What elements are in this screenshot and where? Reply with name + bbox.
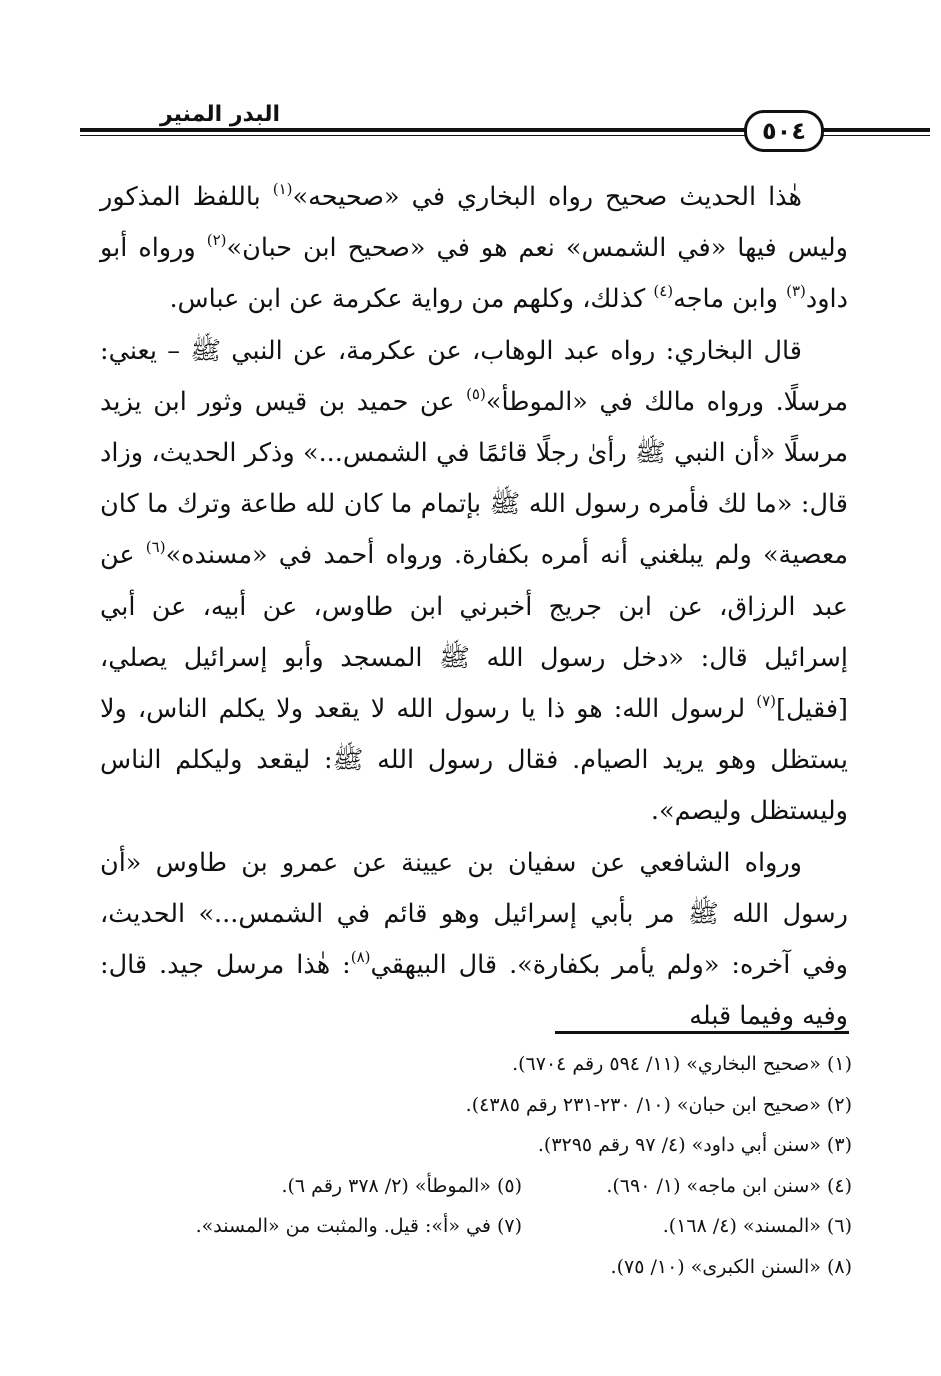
footnote-separator [555,1031,849,1034]
footnote-5: (٥) «الموطأ» (٢/ ٣٧٨ رقم ٦). [281,1174,522,1197]
footnote-row [100,1206,852,1247]
footnote-6: (٦) «المسند» (٤/ ١٦٨). [662,1215,852,1238]
text-segment: قال البخاري: رواه عبد الوهاب، عن عكرمة، عن النبي ﷺ – يعني: مرسلًا. ورواه مالك في «الموطأ» [100,335,848,417]
footnote-ref-1[interactable]: (١) [272,180,293,198]
footnote-2: (٢) «صحيح ابن حبان» (١٠/ ٢٣٠-٢٣١ رقم ٤٣٨٥). [465,1093,852,1116]
footnote-ref-3[interactable]: (٣) [786,282,806,301]
footnote-row [100,1085,852,1126]
footnote-8: (٨) «السنن الكبرى» (١٠/ ٧٥). [610,1255,852,1278]
paragraph-3 [100,838,848,1043]
book-title: البدر المنير [120,102,320,128]
text-segment: كذلك، وكلهم من رواية عكرمة عن ابن عباس. [169,284,654,315]
footnote-ref-2[interactable]: (٢) [206,231,227,250]
text-segment: لرسول الله: هو ذا يا رسول الله لا يقعد ولا يكلم الناس، ولا يستظل وهو يريد الصيام. فقال رسول الله ﷺ: ليقعد وليكلم الناس وليستظل وليصم». [100,694,848,827]
text-segment: عن عبد الرزاق، عن ابن جريج أخبرني ابن طاوس، عن أبيه، عن أبي إسرائيل قال: «دخل رسول الله ﷺ المسجد وأبو إسرائيل يصلي، [فقيل] [100,540,848,725]
text-segment: عن حميد بن قيس وثور ابن يزيد مرسلًا «أن النبي ﷺ رأىٰ رجلًا قائمًا في الشمس...» وذكر الحديث، وزاد قال: «ما لك فأمره رسول الله ﷺ بإتمام ما كان لله طاعة وترك ما كان معصية» ولم يبلغني أنه أمره بكفارة. ورواه أحمد في «مسنده» [100,386,848,571]
text-segment: باللفظ المذكور وليس فيها «في الشمس» نعم هو في «صحيح ابن حبان» [100,182,848,264]
text-segment: ورواه الشافعي عن سفيان بن عيينة عن عمرو بن طاوس «أن رسول الله ﷺ مر بأبي إسرائيل وهو قائم في الشمس...» الحديث، وفي آخره: «ولم يأمر بكفارة». قال البيهقي [100,847,848,981]
paragraph-1 [100,172,848,326]
text-segment: : هٰذا مرسل جيد. قال: وفيه وفيما قبله [100,950,848,1032]
footnote-row [100,1125,852,1166]
footnote-7: (٧) في «أ»: قيل. والمثبت من «المسند». [195,1215,522,1238]
text-segment: هٰذا الحديث صحيح رواه البخاري في «صحيحه» [292,182,802,212]
main-text [100,172,848,1042]
page-number: ٥٠٤ [744,110,824,152]
text-segment: وابن ماجه [673,284,787,315]
text-segment: ورواه أبو داود [100,233,848,315]
footnote-1: (١) «صحيح البخاري» (١١/ ٥٩٤ رقم ٦٧٠٤). [512,1053,852,1075]
footnote-4: (٤) «سنن ابن ماجه» (١/ ٦٩٠). [606,1174,852,1197]
footnote-row [100,1166,852,1207]
footnote-ref-5[interactable]: (٥) [466,384,486,403]
footnote-row [100,1247,852,1288]
footnote-ref-8[interactable]: (٨) [350,948,371,967]
paragraph-2 [100,326,848,838]
page-header [0,100,941,160]
footnotes [100,1044,852,1288]
footnote-row [100,1044,852,1085]
footnote-ref-7[interactable]: (٧) [756,692,776,711]
footnote-3: (٣) «سنن أبي داود» (٤/ ٩٧ رقم ٣٢٩٥). [537,1134,852,1157]
footnote-ref-4[interactable]: (٤) [653,282,674,301]
footnote-ref-6[interactable]: (٦) [145,538,166,557]
